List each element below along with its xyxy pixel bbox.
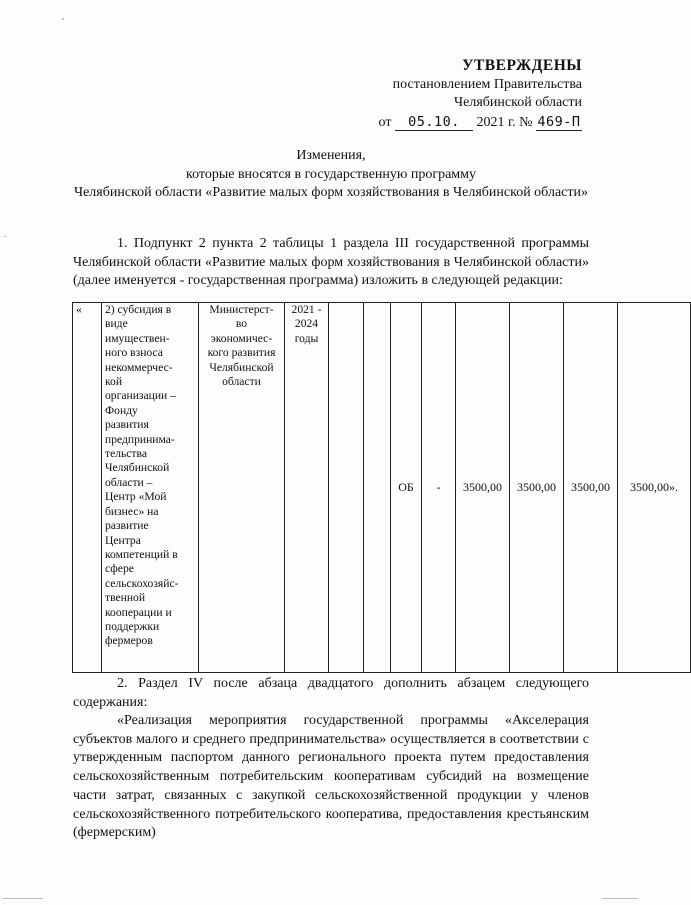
subsidy-text-line: Центра: [105, 533, 141, 547]
table-cell-value-1: 3500,00: [456, 303, 510, 673]
subsidy-text-line: Челябинской: [105, 461, 170, 475]
date-prefix: от: [378, 115, 392, 130]
subsidy-text-line: кооперации и: [105, 605, 172, 619]
scan-speck: [62, 18, 64, 20]
ministry-text-line: области: [222, 375, 261, 389]
table-cell-quote: «: [73, 303, 102, 673]
scan-speck: [4, 236, 6, 237]
table-cell-value-3: 3500,00: [564, 303, 618, 673]
subsidy-text: [105, 303, 195, 649]
subsidy-text-line: сельскохозяйс-: [105, 576, 179, 590]
years-text-line: 2024: [294, 317, 319, 331]
approval-title: УТВЕРЖДЕНЫ: [462, 57, 582, 74]
ministry-text-line: Челябинской: [209, 360, 274, 374]
ministry-text-line: кого развития: [207, 346, 276, 360]
subsidy-text-line: компетенций в: [105, 547, 178, 561]
subsidy-text-line: поддержки: [105, 619, 160, 633]
ministry-text-line: во: [235, 317, 248, 331]
table-cell-empty-1: [329, 303, 364, 673]
paragraph-1: 1. Подпункт 2 пункта 2 таблицы 1 раздела III государственной программы Челябинской области «Развитие малых форм хозяйствования в Челябинской области» (далее именуется - государственная программа) изложить в следующей редакции:: [73, 236, 589, 289]
subsidy-text-line: твенной: [105, 591, 146, 605]
paragraph-3: «Реализация мероприятия государственной программы «Акселерация субъектов малого и среднего предпринимательства» осуществляется в соответствии с утвержденным паспортом данного регионального проекта путем предоставления сельскохозяйственным потребительским кооперативам субсидий на возмещение части затрат, связанных с закупкой сельскохозяйственной продукции у членов сельскохозяйственного потребительского кооператива, предоставления крестьянским (фермерским): [73, 713, 589, 841]
subsidy-text-line: виде: [105, 317, 128, 331]
subsidy-text-line: развития: [105, 418, 149, 432]
paragraph-2: 2. Раздел IV после абзаца двадцатого дополнить абзацем следующего содержания:: [73, 676, 589, 710]
years-text-line: годы: [294, 331, 319, 345]
subsidy-text-line: тельства: [105, 447, 147, 461]
subsidy-text-line: Центр «Мой: [105, 490, 167, 504]
ministry-text: [202, 303, 281, 389]
table-cell-empty-2: [364, 303, 391, 673]
subsidy-text-line: организации –: [105, 389, 176, 403]
document-heading: [72, 147, 590, 203]
approval-number: 469-П: [537, 114, 581, 130]
table-cell-years: [285, 303, 329, 673]
subsidy-text-line: бизнес» на: [105, 504, 159, 518]
subsidy-text-line: ного взноса: [105, 346, 163, 360]
ministry-text-line: Министерст-: [209, 303, 274, 316]
subsidy-text-line: области –: [105, 475, 153, 489]
subsidy-text-line: 2) субсидия в: [105, 303, 172, 316]
table-cell-subsidy: [102, 303, 199, 673]
table-cell-ministry: [199, 303, 285, 673]
approval-line-2: Челябинской области: [454, 95, 582, 110]
heading-line-3: Челябинской области «Развитие малых форм хозяйствования в Челябинской области»: [73, 185, 588, 200]
subsidy-text-line: предпринима-: [105, 432, 175, 446]
approval-date: 05.10.: [395, 115, 473, 131]
subsidy-text-line: развитие: [105, 519, 149, 533]
scan-speck: [602, 898, 638, 899]
approval-block: [342, 56, 582, 133]
program-table: [72, 302, 691, 673]
approval-date-line: [342, 113, 582, 133]
heading-line-2: которые вносятся в государственную программу: [185, 166, 477, 182]
subsidy-text-line: имуществен-: [105, 331, 170, 345]
approval-line-1: постановлением Правительства: [392, 77, 582, 92]
heading-line-1: Изменения,: [296, 148, 366, 163]
years-text-line: 2021 -: [291, 303, 322, 316]
scan-speck: [3, 898, 43, 899]
subsidy-text-line: Фонду: [105, 403, 138, 417]
approval-year: 2021 г. №: [476, 115, 533, 130]
ministry-text-line: экономичес-: [210, 331, 273, 345]
table-cell-value-2: 3500,00: [510, 303, 564, 673]
table-cell-value-4: 3500,00».: [618, 303, 691, 673]
subsidy-text-line: кой: [105, 375, 123, 389]
subsidy-text-line: некоммерчес-: [105, 360, 173, 374]
table-cell-source: ОБ: [391, 303, 422, 673]
subsidy-text-line: фермеров: [105, 634, 153, 648]
subsidy-text-line: сфере: [105, 562, 134, 576]
table-cell-dash: -: [422, 303, 456, 673]
years-text: [288, 303, 325, 346]
